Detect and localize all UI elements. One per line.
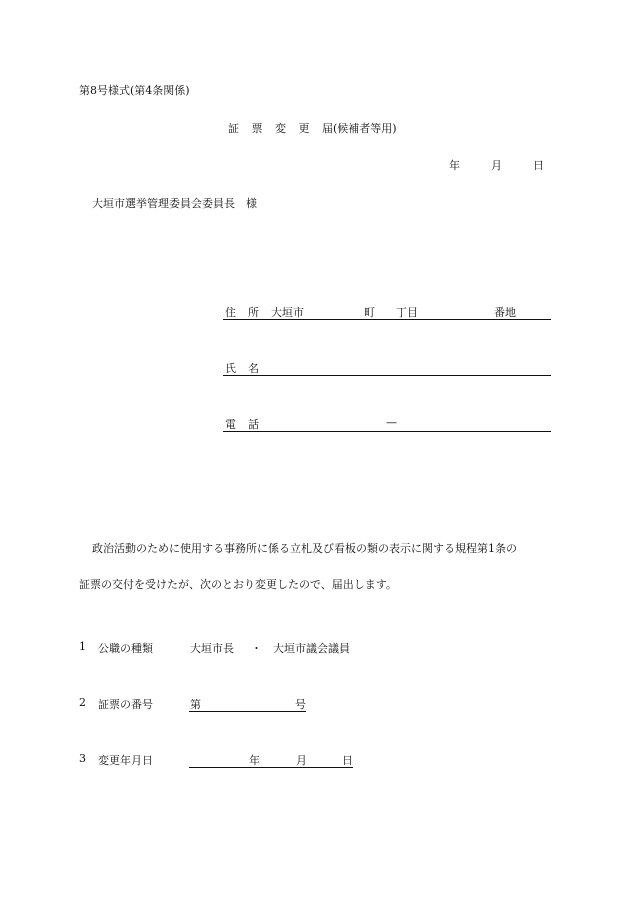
date-day: 日 (533, 159, 544, 172)
item2-number: 2 (79, 696, 86, 709)
body-text-line-2: 証票の交付を受けたが、次のとおり変更したので、届出します。 (79, 578, 397, 591)
item1-number: 1 (79, 640, 86, 653)
item3-number: 3 (79, 752, 86, 765)
item3-year: 年 (249, 754, 260, 767)
phone-label-1: 電 (225, 418, 236, 431)
certificate-number-field[interactable] (189, 696, 306, 712)
address-town: 町 (364, 306, 375, 319)
address-line[interactable] (223, 304, 551, 320)
item-office-type (79, 640, 86, 653)
title-char-2: 票 (251, 122, 263, 135)
item2-suffix: 号 (295, 698, 306, 711)
item2-prefix: 第 (190, 698, 201, 711)
address-banchi: 番地 (494, 306, 516, 319)
address-chome: 丁目 (396, 306, 418, 319)
body-text-line-1: 政治活動のために使用する事務所に係る立札及び看板の類の表示に関する規程第1条の (92, 542, 517, 555)
item2-label: 証票の番号 (98, 698, 153, 711)
title-char-5: 届(候補者等用) (322, 122, 397, 135)
name-label-1: 氏 (225, 362, 236, 375)
change-date-field[interactable] (189, 752, 353, 768)
address-label-1: 住 (225, 306, 236, 319)
date-year: 年 (449, 159, 460, 172)
form-title (228, 120, 397, 136)
phone-dash: — (386, 416, 397, 429)
item1-option-mayor[interactable]: 大垣市長 (190, 642, 234, 655)
item1-label: 公職の種類 (98, 642, 153, 655)
name-label-2: 名 (248, 362, 259, 375)
addressee: 大垣市選挙管理委員会委員長 様 (92, 197, 257, 210)
address-label-2: 所 (248, 306, 259, 319)
item3-day: 日 (342, 754, 353, 767)
item3-month: 月 (296, 754, 307, 767)
address-city: 大垣市 (271, 306, 304, 319)
phone-label-2: 話 (248, 418, 259, 431)
name-line[interactable] (223, 360, 551, 376)
title-char-1: 証 (228, 122, 239, 135)
submission-date (449, 157, 544, 173)
date-month: 月 (491, 159, 502, 172)
form-number: 第8号様式(第4条関係) (79, 84, 190, 97)
item3-label: 変更年月日 (98, 754, 153, 767)
title-char-4: 更 (298, 122, 310, 135)
item1-option-council[interactable]: 大垣市議会議員 (273, 642, 350, 655)
phone-line[interactable] (223, 416, 551, 432)
title-char-3: 変 (275, 122, 286, 135)
item1-separator: ・ (251, 642, 262, 655)
